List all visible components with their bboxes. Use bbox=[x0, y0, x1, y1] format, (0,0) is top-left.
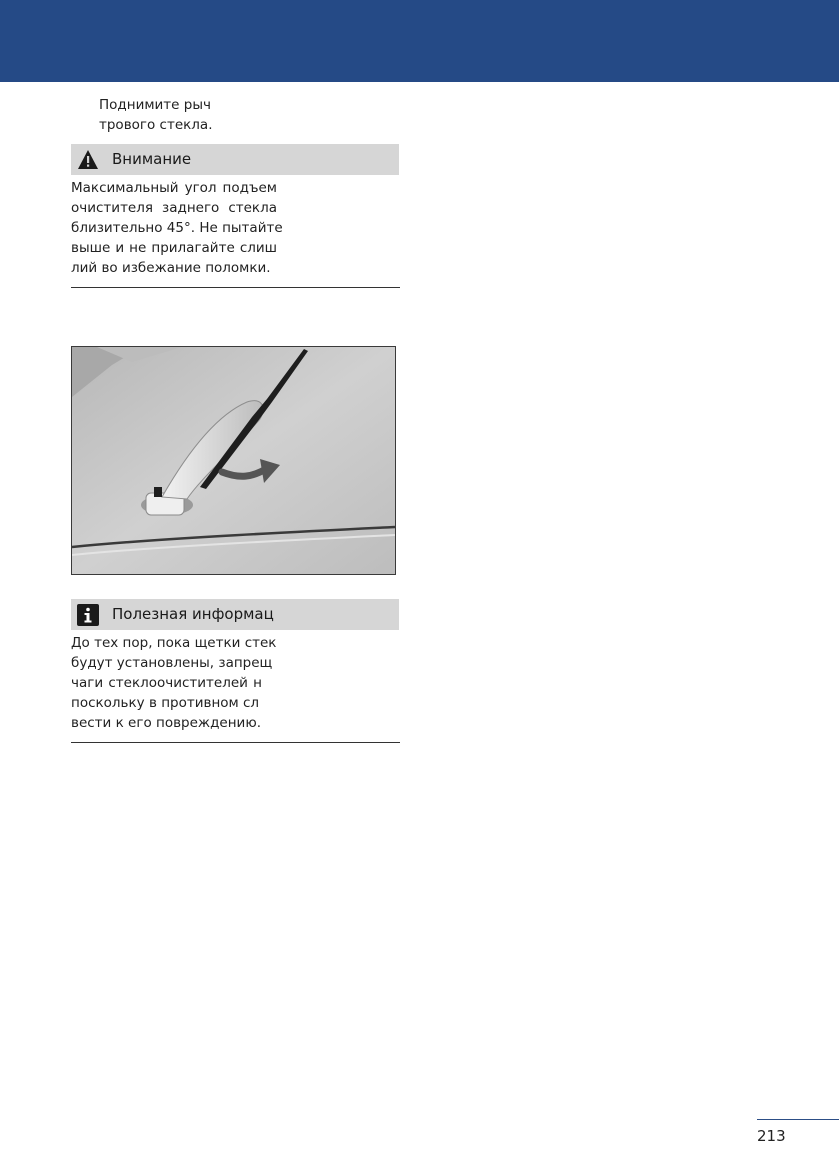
caution-header bbox=[71, 144, 399, 175]
info-line: чаги стеклоочистителей н bbox=[71, 675, 262, 691]
wiper-illustration bbox=[72, 347, 395, 574]
info-line: поскольку в противном сл bbox=[71, 695, 260, 711]
info-line: будут установлены, запрещ bbox=[71, 655, 273, 671]
warning-triangle-icon bbox=[77, 149, 99, 171]
caution-line: очистителя заднего стекла bbox=[71, 200, 277, 216]
caution-divider bbox=[71, 287, 400, 288]
intro-line: Поднимите рыч bbox=[99, 97, 211, 113]
info-divider bbox=[71, 742, 400, 743]
info-title: Полезная информац bbox=[112, 605, 274, 623]
caution-line: близительно 45°. Не пытайте bbox=[71, 220, 283, 236]
caution-line: лий во избежание поломки. bbox=[71, 260, 271, 276]
page-number: 213 bbox=[757, 1127, 786, 1145]
info-header bbox=[71, 599, 399, 630]
caution-title: Внимание bbox=[112, 150, 192, 168]
info-icon bbox=[77, 604, 99, 626]
header-band bbox=[0, 0, 839, 82]
caution-line: выше и не прилагайте слиш bbox=[71, 240, 277, 256]
intro-text bbox=[99, 95, 299, 135]
intro-line: трового стекла. bbox=[99, 117, 213, 133]
info-body bbox=[71, 633, 277, 733]
caution-body bbox=[71, 178, 283, 278]
caution-line: Максимальный угол подъем bbox=[71, 180, 277, 196]
info-line: вести к его повреждению. bbox=[71, 715, 261, 731]
footer-rule bbox=[757, 1119, 839, 1120]
wiper-photo bbox=[71, 346, 396, 575]
info-line: До тех пор, пока щетки стек bbox=[71, 635, 277, 651]
